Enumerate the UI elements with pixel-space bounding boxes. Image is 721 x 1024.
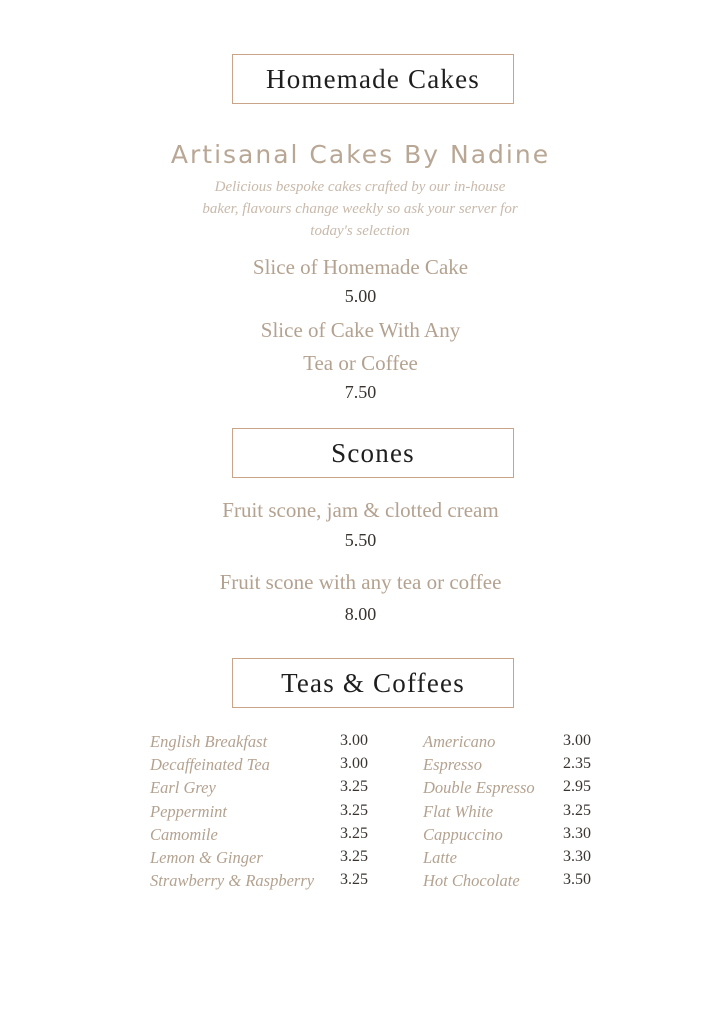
scone-item-name: Fruit scone, jam & clotted cream bbox=[222, 498, 499, 522]
cake-item-price: 7.50 bbox=[344, 382, 377, 402]
list-item bbox=[423, 825, 623, 848]
list-item bbox=[423, 732, 623, 755]
list-item bbox=[150, 732, 400, 755]
drink-price: 3.30 bbox=[563, 824, 591, 842]
drink-price: 3.30 bbox=[563, 847, 591, 865]
drink-name: Espresso bbox=[423, 755, 482, 775]
description-line: today's selection bbox=[310, 223, 410, 239]
drink-price: 3.25 bbox=[563, 801, 591, 819]
drink-price: 3.25 bbox=[340, 778, 368, 796]
drink-price: 3.25 bbox=[340, 871, 368, 889]
drink-name: Strawberry & Raspberry bbox=[150, 871, 315, 891]
drink-name: English Breakfast bbox=[150, 732, 268, 751]
section-title-label: Homemade Cakes bbox=[266, 63, 480, 94]
drink-price: 3.00 bbox=[563, 732, 591, 749]
drink-price: 2.35 bbox=[563, 755, 591, 773]
coffees-list bbox=[423, 732, 623, 894]
list-item bbox=[150, 778, 400, 801]
drink-name: Hot Chocolate bbox=[423, 871, 520, 891]
drink-price: 3.00 bbox=[340, 732, 368, 749]
list-item bbox=[423, 778, 623, 801]
cake-item-name-line2: Tea or Coffee bbox=[303, 351, 418, 375]
drink-name: Earl Grey bbox=[150, 778, 216, 798]
drink-price: 3.25 bbox=[340, 801, 368, 819]
drink-name: Latte bbox=[423, 847, 457, 867]
section-title-label: Teas & Coffees bbox=[281, 667, 465, 698]
cake-item-name: Slice of Cake With Any bbox=[260, 318, 461, 342]
list-item bbox=[150, 825, 400, 848]
cake-item-name: Slice of Homemade Cake bbox=[252, 255, 469, 279]
list-item bbox=[150, 871, 400, 894]
scone-item-price: 8.00 bbox=[344, 604, 377, 624]
list-item bbox=[423, 755, 623, 778]
section-title-teas-coffees bbox=[232, 658, 514, 708]
drink-name: Flat White bbox=[423, 801, 494, 821]
section-title-scones bbox=[232, 428, 514, 478]
drink-price: 3.25 bbox=[340, 824, 368, 842]
drink-name: Americano bbox=[423, 732, 496, 751]
list-item bbox=[423, 802, 623, 825]
scone-item-name: Fruit scone with any tea or coffee bbox=[219, 570, 502, 594]
description-line: Delicious bespoke cakes crafted by our in-house bbox=[214, 179, 506, 195]
list-item bbox=[150, 802, 400, 825]
description-line: baker, flavours change weekly so ask your server for bbox=[202, 201, 518, 217]
drink-price: 3.00 bbox=[340, 755, 368, 773]
drink-name: Lemon & Ginger bbox=[150, 847, 263, 867]
section-title-homemade-cakes bbox=[232, 54, 514, 104]
teas-list bbox=[150, 732, 400, 894]
list-item bbox=[150, 848, 400, 871]
scone-item-price: 5.50 bbox=[344, 530, 377, 550]
list-item bbox=[423, 848, 623, 871]
list-item bbox=[423, 871, 623, 894]
drink-price: 2.95 bbox=[563, 778, 591, 796]
cakes-subtitle: Artisanal Cakes By Nadine bbox=[170, 140, 551, 169]
section-title-label: Scones bbox=[331, 437, 415, 468]
list-item bbox=[150, 755, 400, 778]
drink-price: 3.25 bbox=[340, 847, 368, 865]
drink-name: Decaffeinated Tea bbox=[150, 755, 270, 775]
drink-name: Camomile bbox=[150, 824, 218, 844]
drink-price: 3.50 bbox=[563, 871, 591, 889]
drink-name: Cappuccino bbox=[423, 824, 503, 844]
cake-item-price: 5.00 bbox=[344, 286, 377, 306]
cakes-description bbox=[180, 176, 540, 242]
drink-name: Double Espresso bbox=[423, 778, 535, 798]
drink-name: Peppermint bbox=[150, 801, 227, 821]
